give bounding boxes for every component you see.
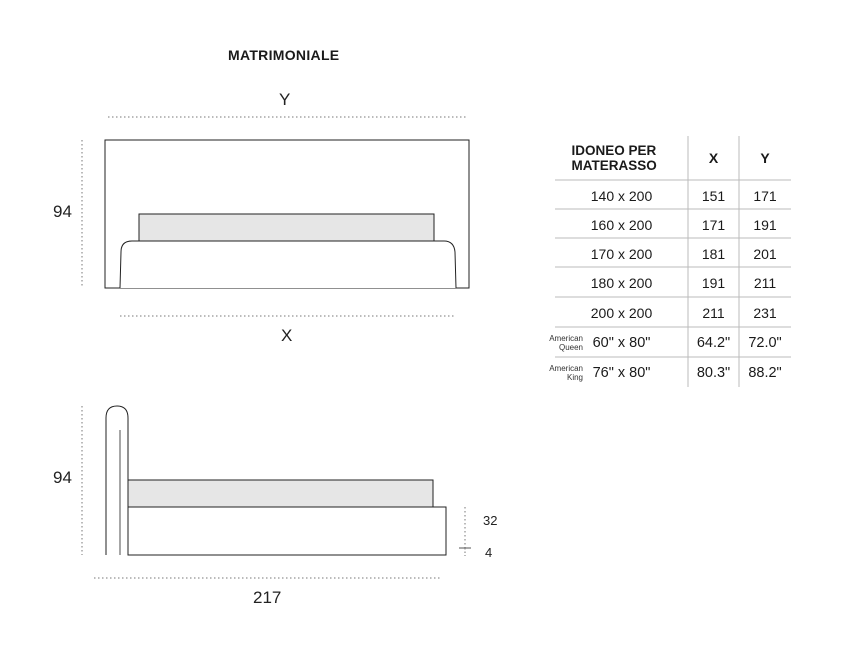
table-row	[535, 181, 791, 210]
table-row	[535, 328, 791, 357]
row-size: 170 x 200	[590, 245, 653, 262]
front-bed-base	[120, 241, 456, 288]
table-row	[535, 210, 791, 239]
row-x: 211	[702, 304, 725, 321]
row-y: 88.2"	[748, 364, 782, 381]
row-y: 201	[753, 245, 777, 262]
row-x: 171	[701, 216, 726, 233]
diagram-title: MATRIMONIALE	[228, 47, 340, 63]
header-mattress-label: IDONEO PER MATERASSO	[571, 143, 657, 173]
row-size: 60" x 80"	[592, 334, 651, 351]
row-size: 180 x 200	[590, 274, 653, 291]
side-length-label: 217	[253, 588, 282, 607]
foot-height-label: 4	[485, 545, 493, 560]
row-size: 76" x 80"	[592, 364, 651, 381]
side-mattress	[128, 480, 433, 507]
row-y: 72.0"	[748, 334, 782, 351]
row-x: 64.2"	[696, 334, 731, 351]
row-y: 171	[753, 187, 777, 204]
base-height-label: 32	[483, 513, 498, 528]
front-mattress	[139, 214, 434, 241]
row-tag: American Queen	[549, 334, 583, 352]
row-tag: American King	[549, 364, 583, 382]
front-height-label: 94	[53, 202, 72, 221]
row-size: 140 x 200	[590, 187, 653, 204]
row-y: 231	[753, 304, 777, 321]
row-x: 80.3"	[696, 364, 731, 381]
dimension-x-label: X	[281, 326, 293, 345]
table-row	[535, 358, 791, 387]
row-y: 191	[753, 216, 777, 233]
header-x-label: X	[708, 150, 719, 166]
row-size: 160 x 200	[590, 216, 653, 233]
table-row	[535, 268, 791, 297]
side-base	[128, 507, 446, 555]
dimension-y-label: Y	[279, 90, 291, 109]
row-x: 191	[701, 274, 726, 291]
table-header	[535, 136, 791, 180]
table-row	[535, 298, 791, 327]
row-x: 181	[701, 245, 726, 262]
row-size: 200 x 200	[590, 304, 653, 321]
side-height-label: 94	[53, 468, 72, 487]
table-row	[535, 239, 791, 268]
header-y-label: Y	[760, 150, 770, 166]
row-x: 151	[701, 187, 726, 204]
side-headboard	[106, 406, 128, 555]
row-y: 211	[753, 274, 777, 291]
